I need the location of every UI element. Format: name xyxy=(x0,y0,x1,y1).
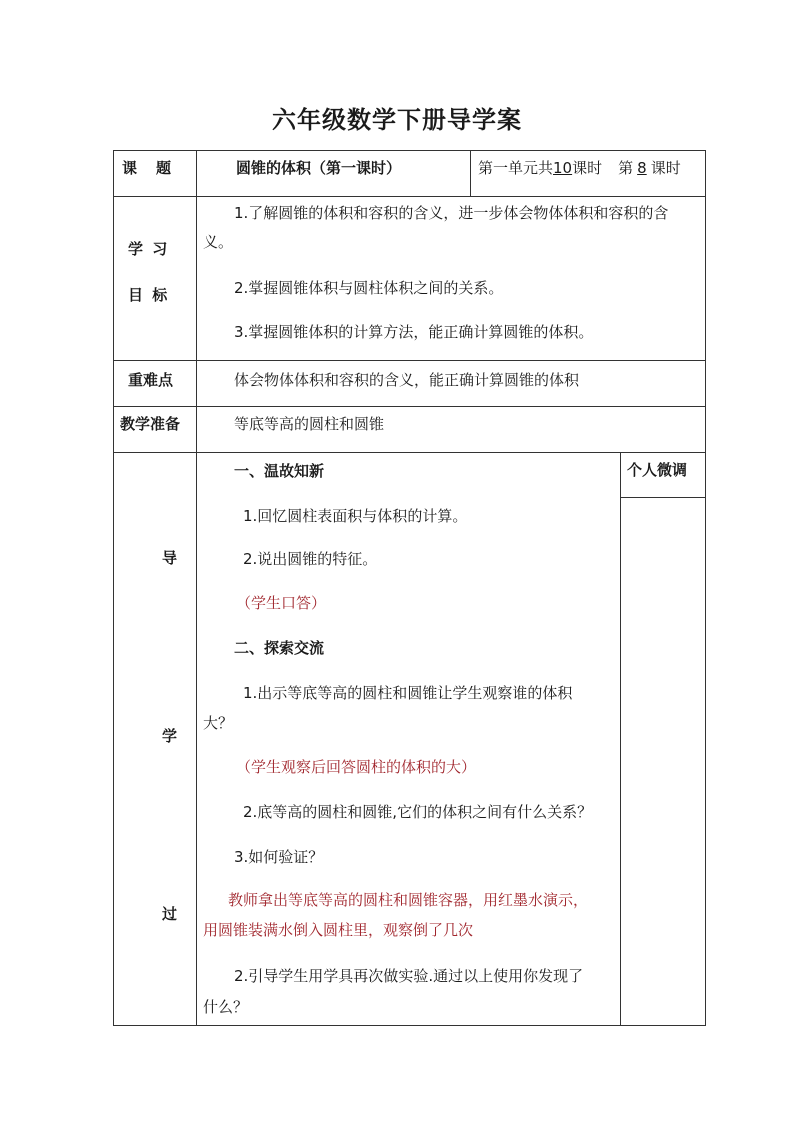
objective-3: 3.掌握圆锥体积的计算方法，能正确计算圆锥的体积。 xyxy=(234,323,594,341)
objectives-label-line1: 学 习 xyxy=(128,240,170,258)
s2-item2: 2.底等高的圆柱和圆锥,它们的体积之间有什么关系？ xyxy=(243,803,593,821)
s2-item1-line2: 大？ xyxy=(203,714,234,732)
process-label-char3: 过 xyxy=(162,905,178,923)
s1-note: （学生口答） xyxy=(236,594,327,612)
s2-note1: （学生观察后回答圆柱的体积的大） xyxy=(236,758,477,776)
process-label-char2: 学 xyxy=(162,727,178,745)
process-label-char1: 导 xyxy=(162,549,178,567)
current-suffix: 课时 xyxy=(650,159,681,177)
objective-1-line2: 义。 xyxy=(203,233,234,251)
unit-prefix: 第一单元共 xyxy=(478,159,554,177)
lesson-topic: 圆锥的体积（第一课时） xyxy=(236,159,402,177)
lesson-count xyxy=(478,157,681,179)
objective-2: 2.掌握圆锥体积与圆柱体积之间的关系。 xyxy=(234,279,504,297)
s1-item1: 1.回忆圆柱表面积与体积的计算。 xyxy=(243,507,468,525)
s2-demo-line2: 用圆锥装满水倒入圆柱里，观察倒了几次 xyxy=(203,921,474,939)
s2-item4-line1: 2.引导学生用学具再次做实验.通过以上使用你发现了 xyxy=(234,967,584,985)
objectives-label-line2: 目 标 xyxy=(128,286,170,304)
key-points-content: 体会物体体积和容积的含义，能正确计算圆锥的体积 xyxy=(234,371,580,389)
topic-label: 课 题 xyxy=(122,159,174,177)
s2-item3: 3.如何验证？ xyxy=(234,848,324,866)
objective-1-line1: 1.了解圆锥的体积和容积的含义，进一步体会物体体积和容积的含 xyxy=(234,204,669,222)
side-notes-header: 个人微调 xyxy=(627,461,688,479)
key-points-label: 重难点 xyxy=(128,371,174,389)
preparation-label: 教学准备 xyxy=(120,415,181,433)
preparation-content: 等底等高的圆柱和圆锥 xyxy=(234,415,385,433)
s2-demo-line1: 教师拿出等底等高的圆柱和圆锥容器，用红墨水演示， xyxy=(228,891,589,909)
s2-item4-line2: 什么？ xyxy=(203,998,249,1016)
lesson-prefix: 第 xyxy=(618,159,634,177)
section1-title: 一、温故知新 xyxy=(234,462,325,480)
total-lessons: 10 xyxy=(553,159,573,177)
section2-title: 二、探索交流 xyxy=(234,639,325,657)
lesson-suffix: 课时 xyxy=(572,159,603,177)
s2-item1-line1: 1.出示等底等高的圆柱和圆锥让学生观察谁的体积 xyxy=(243,684,573,702)
page-title: 六年级数学下册导学案 xyxy=(272,105,522,134)
s1-item2: 2.说出圆锥的特征。 xyxy=(243,550,378,568)
current-lesson: 8 xyxy=(637,159,647,177)
